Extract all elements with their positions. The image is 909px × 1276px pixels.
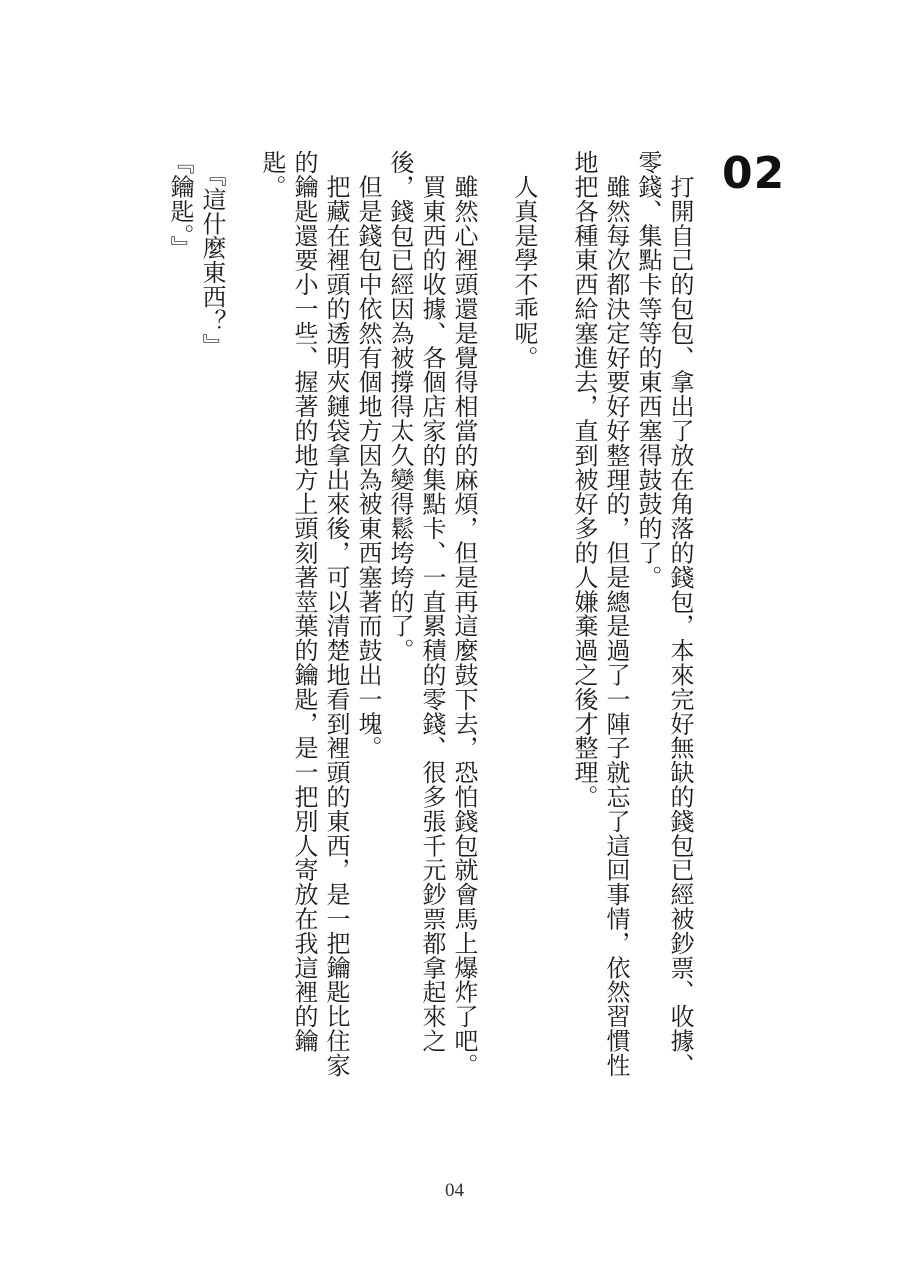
chapter-number: 02	[722, 148, 786, 199]
dialogue-line: 『鑰匙。』	[166, 150, 194, 260]
paragraph: 但是錢包中依然有個地方因為被東西塞著而鼓出一塊。	[354, 150, 382, 760]
paragraph: 人真是學不乖呢。	[510, 150, 538, 370]
dialogue-line: 『這什麼東西？』	[198, 150, 226, 358]
paragraph: 打開自己的包包、拿出了放在角落的錢包，本來完好無缺的錢包已經被鈔票、收據、零錢、集點卡等等的東西塞得鼓鼓的了。	[634, 150, 694, 1078]
paragraph: 買東西的收據、各個店家的集點卡、一直累積的零錢、很多張千元鈔票都拿起來之後，錢包已經因為被撐得太久變得鬆垮垮的了。	[386, 150, 446, 1053]
paragraph: 把藏在裡頭的透明夾鏈袋拿出來後，可以清楚地看到裡頭的東西，是一把鑰匙比住家的鑰匙還要小一些、握著的地方上頭刻著莖葉的鑰匙，是一把別人寄放在我這裡的鑰匙。	[258, 150, 350, 1078]
body-text	[164, 150, 696, 1080]
paragraph: 雖然每次都決定好要好好整理的，但是總是過了一陣子就忘了這回事情，依然習慣性地把各種東西給塞進去，直到被好多的人嫌棄過之後才整理。	[570, 150, 630, 1078]
page-number: 04	[445, 1180, 464, 1201]
paragraph: 雖然心裡頭還是覺得相當的麻煩，但是再這麼鼓下去，恐怕錢包就會馬上爆炸了吧。	[450, 150, 478, 1078]
